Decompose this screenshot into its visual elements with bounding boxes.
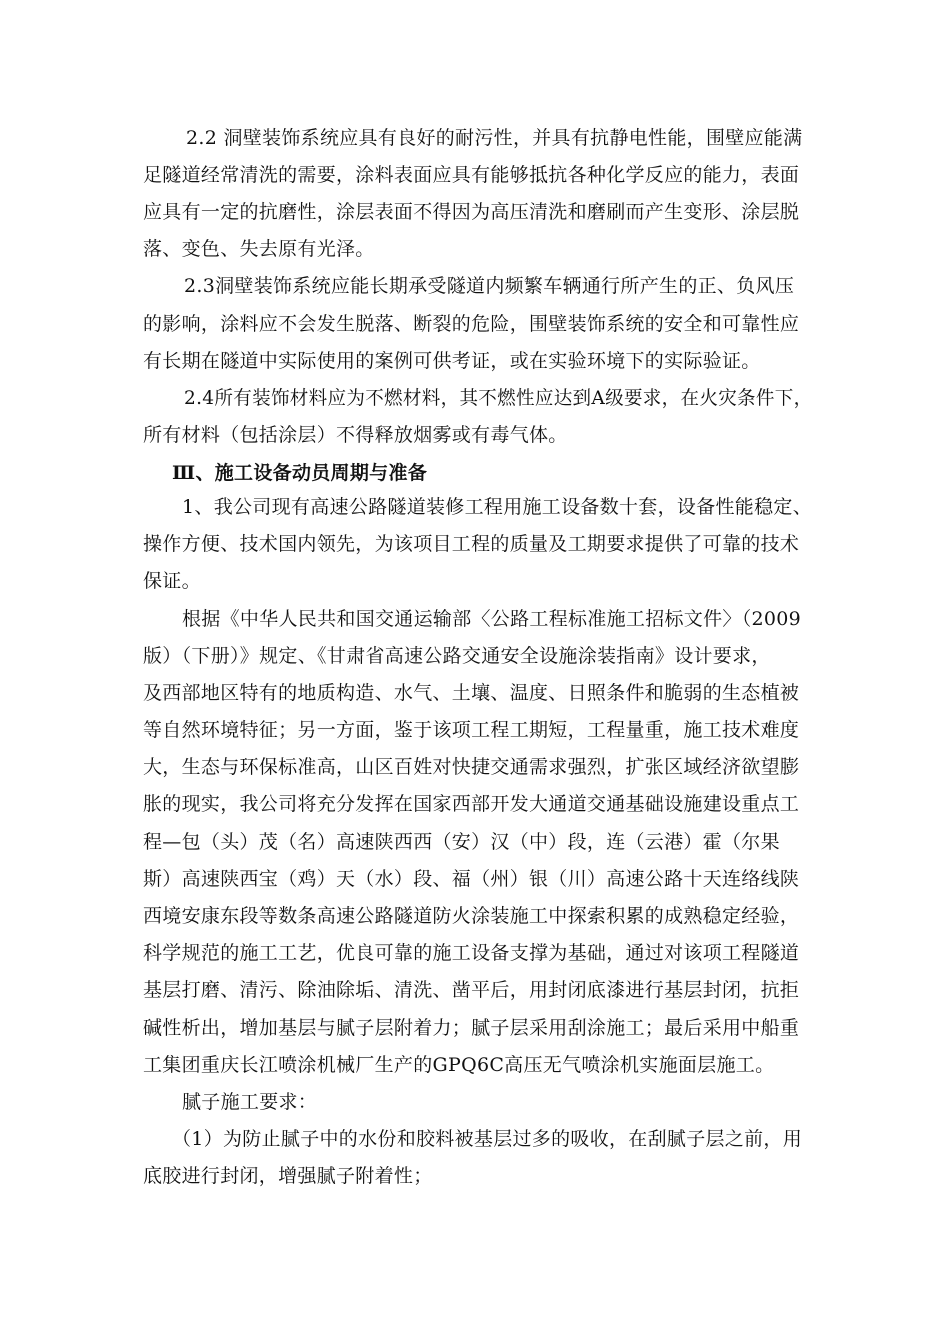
text-line: 2.3洞壁装饰系统应能长期承受隧道内频繁车辆通行所产生的正、负风压	[184, 275, 795, 297]
text-line: 胀的现实，我公司将充分发挥在国家西部开发大通道交通基础设施建设重点工	[143, 793, 800, 815]
text-line: 及西部地区特有的地质构造、水气、土壤、温度、日照条件和脆弱的生态植被	[143, 682, 800, 704]
text-line: 等自然环境特征；另一方面，鉴于该项工程工期短，工程量重，施工技术难度	[143, 719, 800, 741]
text-line: 西境安康东段等数条高速公路隧道防火涂装施工中探索积累的成熟稳定经验，	[143, 905, 800, 927]
text-line: 基层打磨、清污、除油除垢、清洗、凿平后，用封闭底漆进行基层封闭，抗拒	[143, 979, 800, 1001]
text-line: 大，生态与环保标准高，山区百姓对快捷交通需求强烈，扩张区域经济欲望膨	[143, 756, 800, 778]
text-line: 底胶进行封闭，增强腻子附着性；	[143, 1165, 433, 1187]
text-line: 所有材料（包括涂层）不得释放烟雾或有毒气体。	[143, 424, 568, 446]
text-line: 操作方便、技术国内领先，为该项目工程的质量及工期要求提供了可靠的技术	[143, 533, 800, 555]
text-line: 应具有一定的抗磨性，涂层表面不得因为高压清洗和磨刷而产生变形、涂层脱	[143, 201, 800, 223]
text-line: 工集团重庆长江喷涂机械厂生产的GPQ6C高压无气喷涂机实施面层施工。	[143, 1054, 775, 1076]
text-line: 版）（下册）》规定、《甘肃省高速公路交通安全设施涂装指南》设计要求，	[143, 645, 771, 667]
section-heading: Ⅲ、施工设备动员周期与准备	[172, 462, 428, 484]
text-line: 斯）高速陕西宝（鸡）天（水）段、福（州）银（川）高速公路十天连络线陕	[143, 868, 800, 890]
text-line: 1、我公司现有高速公路隧道装修工程用施工设备数十套，设备性能稳定、	[182, 496, 812, 518]
text-line: 科学规范的施工工艺，优良可靠的施工设备支撑为基础，通过对该项工程隧道	[143, 942, 800, 964]
text-line: 根据《中华人民共和国交通运输部〈公路工程标准施工招标文件〉（2009	[182, 608, 802, 630]
text-line: 碱性析出，增加基层与腻子层附着力；腻子层采用刮涂施工；最后采用中船重	[143, 1017, 800, 1039]
text-line: 足隧道经常清洗的需要，涂料表面应具有能够抵抗各种化学反应的能力，表面	[143, 164, 800, 186]
text-line: （1）为防止腻子中的水份和胶料被基层过多的吸收，在刮腻子层之前，用	[172, 1128, 802, 1150]
text-line: 程—包（头）茂（名）高速陕西西（安）汉（中）段，连（云港）霍（尔果	[143, 831, 780, 853]
text-line: 的影响，涂料应不会发生脱落、断裂的危险，围壁装饰系统的安全和可靠性应	[143, 313, 800, 335]
text-line: 有长期在隧道中实际使用的案例可供考证，或在实验环境下的实际验证。	[143, 350, 761, 372]
text-line: 2.2 洞壁装饰系统应具有良好的耐污性，并具有抗静电性能，围壁应能满	[186, 127, 803, 149]
text-line: 2.4所有装饰材料应为不燃材料，其不燃性应达到A级要求，在火灾条件下，	[184, 387, 813, 409]
text-line: 保证。	[143, 570, 201, 592]
text-line: 腻子施工要求：	[182, 1091, 318, 1113]
text-line: 落、变色、失去原有光泽。	[143, 238, 375, 260]
